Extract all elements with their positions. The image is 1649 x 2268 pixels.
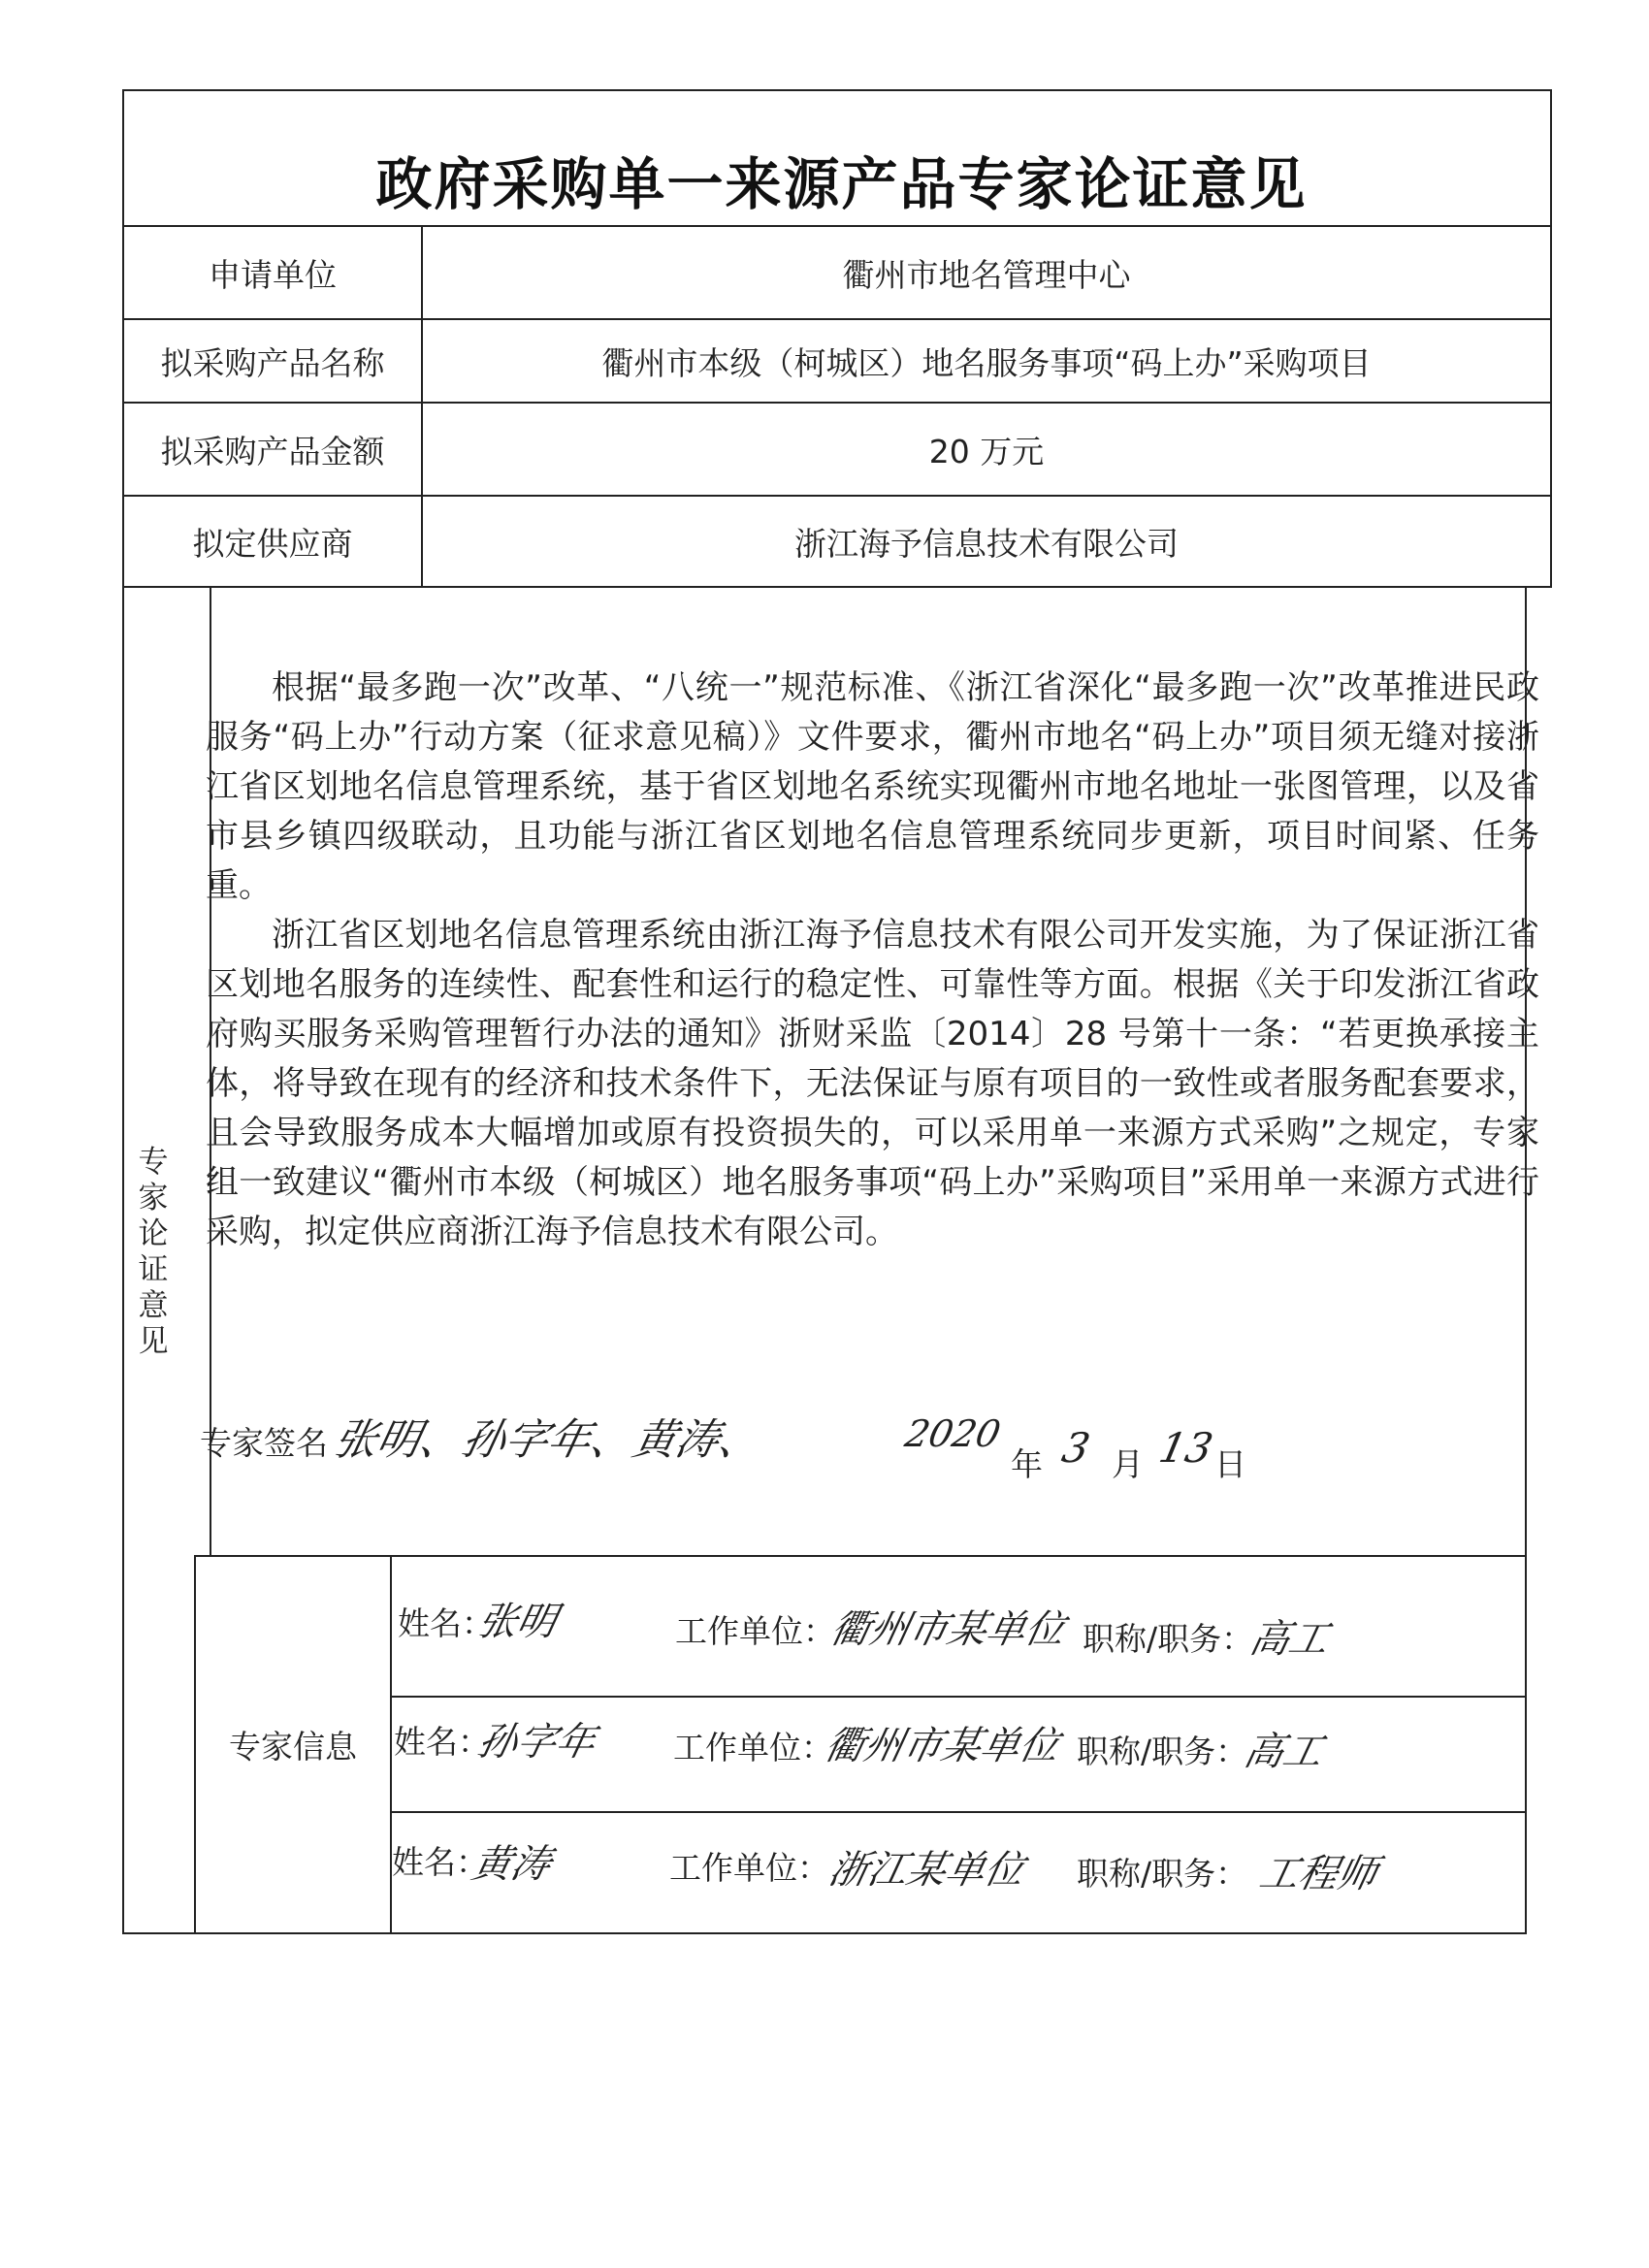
expert-title-label: 职称/职务： [1083,1620,1254,1658]
expert-signatures: 张明、孙字年、黄涛、 [329,1415,767,1465]
expert-unit-label: 工作单位： [669,1849,829,1887]
expert-title-label: 职称/职务： [1077,1855,1248,1893]
expert-name: 孙字年 [473,1720,600,1765]
opinion-paragraph: 根据“最多跑一次”改革、“八统一”规范标准、《浙江省深化“最多跑一次”改革推进民政服务“码上办”行动方案（征求意见稿）》文件要求，衢州市地名“码上办”项目须无缝对接浙江省区划地名信息管理系统，基于省区划地名系统实现衢州市地名地址一张图管理，以及省市县乡镇四级联动，且功能与浙江省区划地名信息管理系统同步更新，项目时间紧、任务重。 [206,668,1539,905]
expert-unit: 衢州市某单位 [826,1607,1070,1652]
expert-unit: 浙江某单位 [824,1848,1029,1893]
expert-unit-label: 工作单位： [675,1612,835,1650]
product-name-value: 衢州市本级（柯城区）地名服务事项“码上办”采购项目 [601,343,1372,382]
expert-name: 张明 [473,1600,562,1644]
opinion-paragraph: 浙江省区划地名信息管理系统由浙江海予信息技术有限公司开发实施，为了保证浙江省区划地名服务的连续性、配套性和运行的稳定性、可靠性等方面。根据《关于印发浙江省政府购买服务采购管理暂行办法的通知》浙财采监〔2014〕28 号第十一条：“若更换承接主体，将导致在现有的经济和技术条件下，无法保证与原有项目的一致性或者服务配套要求，且会导致服务成本大幅增加或原有投资损失的，可以采用单一来源方式采购”之规定，专家组一致建议“衢州市本级（柯城区）地名服务事项“码上办”采购项目”采用单一来源方式进行采购，拟定供应商浙江海予信息技术有限公司。 [206,916,1539,1251]
supplier-label: 拟定供应商 [192,524,353,563]
expert-unit: 衢州市某单位 [821,1724,1064,1768]
expert-name-label: 姓名： [398,1604,494,1642]
expert-name: 黄涛 [468,1842,556,1887]
document-title: 政府采购单一来源产品专家论证意见 [375,151,1308,217]
expert-name-label: 姓名： [394,1723,490,1761]
applicant-value: 衢州市地名管理中心 [842,255,1131,294]
date-day-suffix: 日 [1214,1445,1246,1483]
applicant-label: 申请单位 [209,255,337,294]
product-name-label: 拟采购产品名称 [160,343,385,382]
supplier-value: 浙江海予信息技术有限公司 [794,524,1179,563]
date-year-suffix: 年 [1011,1445,1043,1483]
date-month: 3 [1057,1424,1094,1472]
date-day: 13 [1154,1424,1217,1472]
opinion-body [206,664,1539,1257]
expert-unit-label: 工作单位： [673,1729,833,1766]
opinion-section-label: 专家论证意见 [138,1145,169,1359]
amount-label: 拟采购产品金额 [160,432,385,470]
expert-title: 工程师 [1255,1852,1382,1896]
date-month-suffix: 月 [1112,1445,1144,1483]
amount-value: 20 万元 [928,432,1045,470]
expert-title: 高工 [1245,1617,1334,1662]
expert-title: 高工 [1240,1730,1328,1774]
signature-label: 专家签名 [200,1424,328,1462]
expert-title-label: 职称/职务： [1077,1733,1248,1770]
expert-name-label: 姓名： [392,1843,488,1881]
expert-info-label: 专家信息 [229,1728,357,1766]
date-year: 2020 [901,1412,1005,1455]
